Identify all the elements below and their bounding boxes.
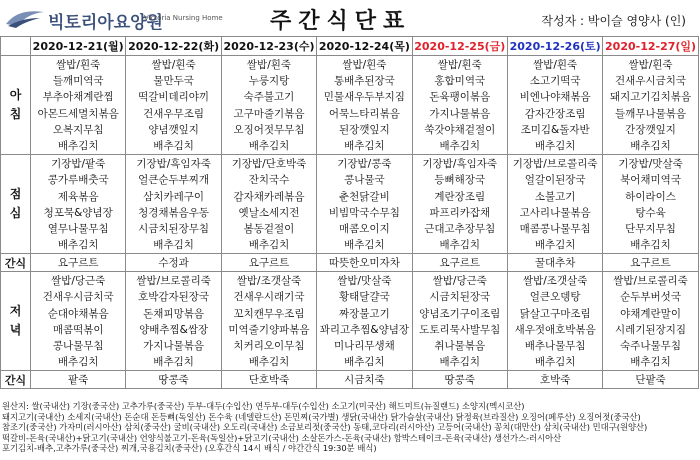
menu-item: 들깨무나물볶음: [615, 107, 687, 120]
origin-note-line: 원산지: 쌀(국내산) 기장(중국산) 고추가루(중국산) 두부-대두(수입산) 연두부-대두(수입산) 소고기(미국산) 해드미트(뉴질랜드) 소양지(멕시코산): [2, 401, 525, 411]
menu-item: 배추김치: [534, 139, 576, 152]
menu-item: 떡갈비데리야끼: [138, 91, 210, 104]
menu-item: 배추김치: [57, 356, 99, 369]
breakfast-menu-cell: [126, 56, 221, 155]
origin-note-line: 떡갈비-돈육(국내산)+닭고기(국내산) 언양식불고기-돈육(독일산)+닭고기(국내산) 소살돈가스-돈육(국내산) 함박스테이크-돈육(국내산) 생선가스-러시아산: [2, 432, 562, 443]
breakfast-label-char: 아: [9, 88, 22, 103]
menu-item: 고구마줄기볶음: [233, 107, 305, 120]
menu-item: 돈육팽이볶음: [429, 91, 491, 104]
menu-item: 쌀밥/흰죽: [437, 59, 482, 71]
snack-cell: 단팥죽: [603, 371, 698, 389]
menu-item: 배추김치: [534, 356, 576, 369]
menu-item: 비빔막국수무침: [328, 206, 400, 219]
menu-item: 콩가루배춧국: [47, 174, 109, 187]
menu-item: 기장밥/단호박죽: [231, 158, 307, 171]
menu-item: 기장밥/콩죽: [337, 158, 392, 171]
date-header: 2020-12-22(화): [126, 37, 221, 56]
menu-item: 매콤오이지: [339, 222, 390, 235]
menu-item: 청포묵&양념장: [43, 206, 113, 219]
menu-item: 양념깻잎지: [148, 123, 199, 136]
menu-item: 등뼈해장국: [434, 174, 486, 187]
menu-item: 쌀밥/흰죽: [246, 59, 292, 71]
menu-item: 시금치된장무침: [138, 222, 210, 235]
menu-item: 아몬드세멸치볶음: [37, 107, 119, 120]
lunch-menu-cell: [603, 155, 698, 254]
breakfast-menu-cell: [221, 56, 316, 155]
dinner-menu-cell: [31, 272, 126, 371]
menu-item: 짜장불고기: [339, 307, 390, 320]
menu-item: 배추김치: [248, 139, 290, 152]
menu-item: 배추김치: [630, 139, 671, 152]
menu-item: 쌀밥/브로콜리죽: [613, 275, 688, 288]
menu-item: 감자채카레볶음: [233, 190, 305, 203]
menu-item: 양념조기구이조림: [419, 307, 501, 320]
menu-item: 어묵느타리볶음: [328, 107, 400, 120]
date-header: 2020-12-26(토): [507, 37, 602, 56]
menu-item: 탕수육: [635, 206, 666, 219]
date-header: 2020-12-24(목): [317, 37, 412, 56]
menu-item: 숙주불고기: [243, 91, 295, 104]
snack-cell: 시금치죽: [317, 371, 412, 389]
author-line: 작성자 : 박이슬 영양사 (인): [541, 14, 686, 28]
menu-item: 계란장조림: [434, 190, 486, 203]
menu-item: 물만두국: [153, 75, 194, 88]
menu-item: 오복지무침: [52, 123, 104, 136]
breakfast-menu-cell: [507, 56, 602, 155]
menu-item: 통배추된장국: [333, 75, 395, 88]
dinner-label-char: 저: [9, 304, 22, 319]
menu-item: 양배추찜&쌈장: [139, 323, 209, 336]
snack-cell: 땅콩죽: [126, 371, 221, 389]
snack-cell: 요구르트: [221, 254, 316, 272]
origin-note-line: 포기김치-배추,고추가루(중국산) 찌개,국용김치(중국산) (오후간식 14시 배식 / 야간간식 19:30분 배식): [2, 443, 377, 454]
menu-item: 돈채피망볶음: [143, 307, 205, 320]
lunch-menu-cell: [31, 155, 126, 254]
snack-cell: 요구르트: [412, 254, 507, 272]
menu-item: 취나물볶음: [434, 340, 486, 352]
menu-item: 고사리나물볶음: [519, 206, 591, 219]
menu-item: 기장밥/흑임자죽: [136, 158, 211, 171]
menu-item: 기장밥/맛살죽: [618, 158, 683, 171]
dinner-label: [1, 272, 31, 371]
menu-item: 야채계란말이: [620, 307, 681, 320]
menu-item: 배추김치: [344, 239, 385, 252]
snack-cell: 단호박죽: [221, 371, 316, 389]
night-snack-row: [1, 371, 699, 389]
menu-item: 홍합미역국: [434, 75, 486, 88]
menu-item: 소불고기: [534, 190, 576, 203]
menu-item: 건새우시금치국: [42, 291, 114, 304]
menu-item: 열무나물무침: [47, 222, 109, 235]
snack-cell: 호박죽: [507, 371, 602, 389]
snack-cell: 수정과: [126, 254, 221, 272]
menu-item: 배추김치: [439, 139, 481, 152]
page-title: 주간식단표: [270, 9, 412, 34]
menu-item: 된장깻잎지: [339, 123, 390, 136]
menu-item: 얼큰오뎅탕: [529, 291, 581, 304]
menu-item: 삼치카레구이: [143, 190, 205, 203]
snack-cell: 땅콩죽: [412, 371, 507, 389]
menu-item: 시금치된장국: [429, 291, 491, 304]
dinner-row: [1, 272, 699, 371]
menu-item: 기장밥/팥죽: [51, 158, 106, 171]
menu-item: 소고기떡국: [529, 75, 581, 88]
header: [0, 0, 700, 36]
breakfast-label-char: 침: [9, 107, 22, 122]
menu-item: 가지나물볶음: [143, 340, 205, 352]
menu-item: 호박감자된장국: [138, 291, 210, 304]
lunch-menu-cell: [221, 155, 316, 254]
weekly-menu-table: [0, 36, 699, 389]
menu-item: 미나리무생채: [333, 340, 395, 352]
menu-item: 매콤콩나물무침: [519, 222, 591, 235]
menu-item: 쌀밥/흰죽: [56, 59, 101, 71]
menu-item: 들깨미역국: [52, 75, 104, 88]
menu-item: 배추김치: [153, 356, 194, 369]
menu-item: 쌀밥/브로콜리죽: [136, 275, 211, 288]
menu-item: 배추김치: [630, 239, 671, 252]
menu-item: 봄동겉절이: [243, 222, 295, 235]
logo-english-text: Victoria Nursing Home: [144, 14, 223, 22]
menu-item: 건새우시래기국: [233, 291, 305, 304]
menu-item: 잔치국수: [248, 174, 290, 187]
menu-item: 청경채볶음우동: [138, 206, 210, 219]
menu-item: 누룽지탕: [248, 75, 290, 88]
menu-item: 배추김치: [534, 239, 576, 252]
menu-item: 쌀밥/흰죽: [342, 59, 387, 71]
lunch-row: [1, 155, 699, 254]
date-header-row: [1, 37, 699, 56]
menu-item: 기장밥/흑임자죽: [422, 158, 498, 171]
menu-item: 가지나물볶음: [429, 107, 491, 120]
menu-item: 건새우시금치국: [615, 75, 687, 88]
menu-item: 쑥갓야채겉절이: [424, 123, 496, 136]
breakfast-menu-cell: [412, 56, 507, 155]
menu-item: 감자간장조림: [524, 107, 586, 120]
menu-item: 부추아채계란찜: [42, 91, 114, 104]
lunch-label: [1, 155, 31, 254]
menu-item: 배추김치: [248, 356, 290, 369]
menu-item: 콩나물국: [344, 174, 385, 187]
menu-item: 배추나물무침: [524, 340, 586, 352]
menu-item: 쌀밥/당근죽: [432, 275, 487, 288]
menu-item: 배추김치: [344, 139, 385, 152]
breakfast-menu-cell: [603, 56, 698, 155]
menu-item: 북어채미역국: [620, 174, 681, 187]
menu-item: 얼갈이된장국: [524, 174, 586, 187]
menu-item: 근대고추장무침: [424, 222, 496, 235]
date-header: 2020-12-21(월): [31, 37, 126, 56]
origin-note-line: 돼지고기(국내산) 소세지(국내산) 돈순대 돈등뼈(독일산) 돈수육 (네델란드산) 돈민찌(국가별) 생닭(국내산) 닭가슴살(국내산) 닭정육(브라질산) 오징어(페루산) 오징어젓(중국산): [2, 411, 641, 422]
snack-cell: 요구르트: [31, 254, 126, 272]
menu-item: 새우젓애호박볶음: [514, 323, 596, 336]
lunch-menu-cell: [412, 155, 507, 254]
menu-item: 제육볶음: [57, 190, 99, 203]
menu-item: 닭살고구마조림: [519, 307, 591, 320]
menu-item: 쌀밥/흰죽: [628, 59, 673, 71]
menu-item: 배추김치: [439, 356, 481, 369]
menu-item: 치커리오이무침: [233, 340, 305, 352]
menu-item: 조미김&돌자반: [520, 123, 590, 136]
menu-item: 쌀밥/흰죽: [151, 59, 196, 71]
menu-item: 배추김치: [57, 139, 99, 152]
origin-notes: [2, 401, 698, 454]
snack-cell: 꿀대추차: [507, 254, 602, 272]
menu-item: 단무지무침: [625, 222, 676, 235]
menu-item: 쌀밥/조갯살죽: [522, 275, 588, 288]
breakfast-row: [1, 56, 699, 155]
menu-item: 배추김치: [439, 239, 481, 252]
menu-item: 쌀밥/조갯살죽: [236, 275, 302, 288]
menu-item: 꼬치캔무우조림: [233, 307, 305, 320]
dinner-label-char: 녁: [9, 323, 22, 338]
menu-item: 배추김치: [153, 139, 194, 152]
breakfast-menu-cell: [317, 56, 412, 155]
dinner-menu-cell: [412, 272, 507, 371]
date-header: 2020-12-27(일): [603, 37, 698, 56]
menu-item: 순두부버섯국: [620, 291, 681, 304]
menu-item: 파프리카잡채: [429, 206, 491, 219]
menu-item: 오징어젓무무침: [233, 123, 305, 136]
menu-item: 춘천닭갈비: [339, 190, 390, 203]
menu-item: 하이라이스: [625, 190, 676, 203]
menu-item: 얼큰순두부찌개: [138, 174, 210, 187]
menu-item: 순대야채볶음: [47, 307, 109, 320]
menu-item: 숙주나물무침: [620, 340, 681, 352]
date-header: 2020-12-23(수): [221, 37, 316, 56]
dinner-menu-cell: [603, 272, 698, 371]
origin-note-line: 참조기(중국산) 가자미(러시아산) 삼치(중국산) 굴비(국내산) 오도리(국내산) 소금보리젓(중국산) 동태,코다리(러시아산) 고등어(국내산) 꽁치(대만산) 삼치(국내산) 민대구(원양산): [2, 422, 648, 433]
snack-cell: 팥죽: [31, 371, 126, 389]
menu-item: 쌀밥/흰죽: [533, 59, 578, 71]
menu-item: 도토리묵사발무침: [419, 323, 501, 336]
snack-label: 간식: [1, 371, 31, 389]
snack-cell: 따뜻한오미자차: [317, 254, 412, 272]
menu-item: 배추김치: [57, 239, 99, 252]
menu-item: 배추김치: [344, 356, 385, 369]
corner-cell: [1, 37, 31, 56]
menu-item: 간장깻잎지: [625, 123, 676, 136]
lunch-label-char: 심: [9, 206, 22, 221]
date-header: 2020-12-25(금): [412, 37, 507, 56]
dinner-menu-cell: [126, 272, 221, 371]
wave-icon: [4, 6, 46, 30]
menu-item: 돼지고기김치볶음: [609, 91, 692, 104]
dinner-menu-cell: [507, 272, 602, 371]
lunch-menu-cell: [507, 155, 602, 254]
menu-item: 매콤떡볶이: [52, 323, 104, 336]
dinner-menu-cell: [317, 272, 412, 371]
logo: [4, 6, 224, 32]
menu-item: 기장밥/브로콜리죽: [512, 158, 598, 171]
lunch-label-char: 점: [9, 187, 22, 202]
lunch-menu-cell: [126, 155, 221, 254]
afternoon-snack-row: [1, 254, 699, 272]
snack-label: 간식: [1, 254, 31, 272]
menu-item: 쌀밥/맛살죽: [337, 275, 392, 288]
menu-item: 시레기된장지짐: [615, 323, 687, 336]
menu-item: 옛날소세지전: [238, 206, 300, 219]
menu-item: 쌀밥/당근죽: [51, 275, 106, 288]
lunch-menu-cell: [317, 155, 412, 254]
menu-item: 배추김치: [153, 239, 194, 252]
breakfast-menu-cell: [31, 56, 126, 155]
snack-cell: 요구르트: [603, 254, 698, 272]
breakfast-label: [1, 56, 31, 155]
menu-item: 미역줄기양파볶음: [228, 323, 310, 336]
menu-item: 비엔나야채볶음: [519, 91, 591, 104]
menu-item: 황태달걀국: [339, 291, 390, 304]
menu-item: 민물새우두부지짐: [323, 91, 405, 104]
dinner-menu-cell: [221, 272, 316, 371]
menu-item: 콩나물무침: [52, 340, 104, 352]
menu-item: 건새우무조림: [143, 107, 205, 120]
menu-item: 배추김치: [630, 356, 671, 369]
menu-item: 꽈리고추찜&양념장: [319, 323, 410, 336]
menu-item: 배추김치: [248, 239, 290, 252]
logo-text: 빅토리아요양원: [48, 13, 163, 33]
